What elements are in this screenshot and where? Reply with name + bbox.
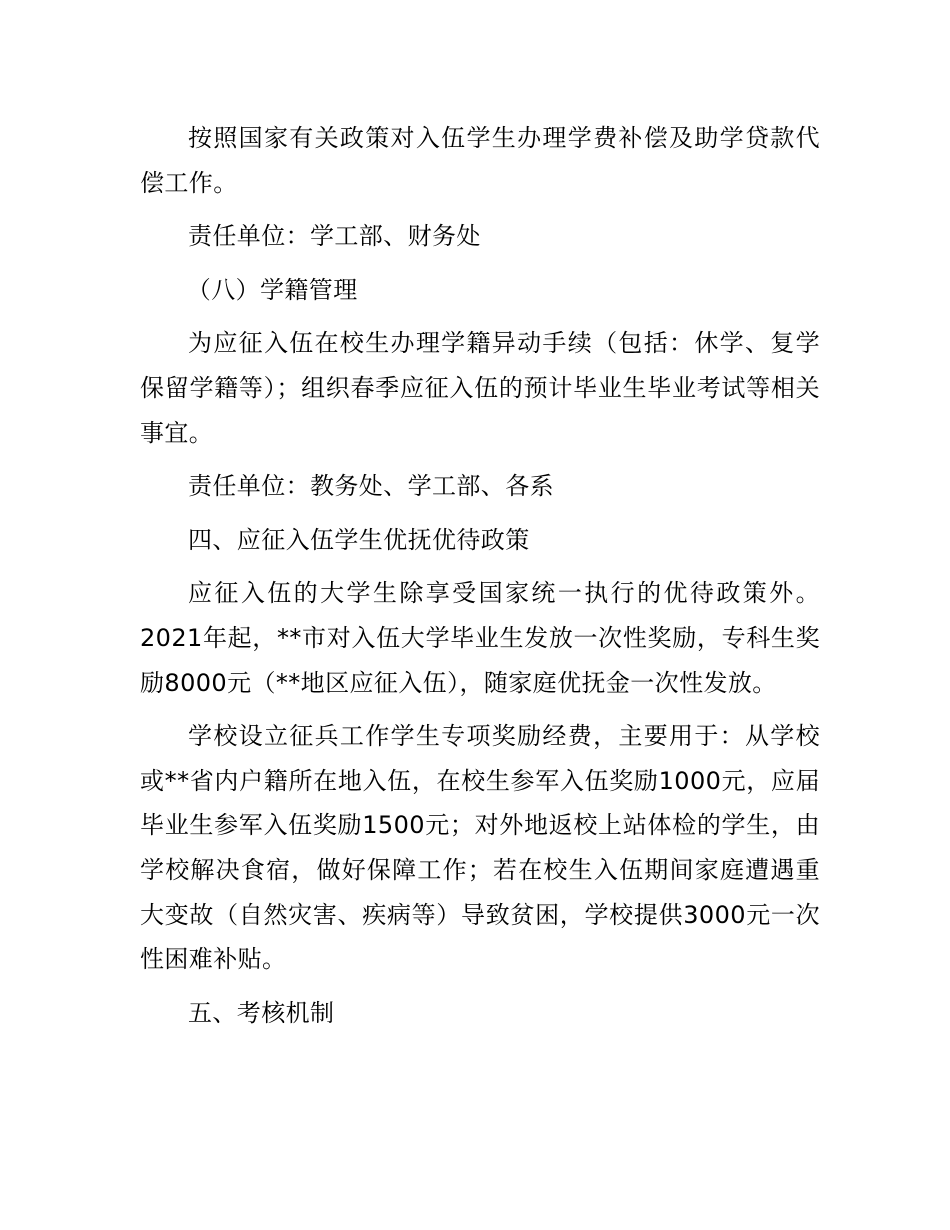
paragraph-student-status-procedures: 为应征入伍在校生办理学籍异动手续（包括：休学、复学保留学籍等）；组织春季应征入伍的预计毕业生毕业考试等相关事宜。: [140, 329, 820, 447]
paragraph-one-time-reward: 应征入伍的大学生除享受国家统一执行的优待政策外。2021年起，**市对入伍大学毕业生发放一次性奖励，专科生奖励8000元（**地区应征入伍），随家庭优抚金一次性发放。: [140, 579, 820, 697]
paragraph-school-special-fund: 学校设立征兵工作学生专项奖励经费，主要用于：从学校或**省内户籍所在地入伍，在校生参军入伍奖励1000元，应届毕业生参军入伍奖励1500元；对外地返校上站体检的学生，由学校解决食宿，做好保障工作；若在校生入伍期间家庭遭遇重大变故（自然灾害、疾病等）导致贫困，学校提供3000元一次性困难补贴。: [140, 722, 820, 974]
document-body: [140, 116, 820, 1044]
paragraph-responsible-unit-finance: 责任单位：学工部、财务处: [188, 222, 481, 251]
section-heading-student-status: （八）学籍管理: [186, 275, 358, 304]
paragraph-responsible-unit-academic: 责任单位：教务处、学工部、各系: [188, 472, 554, 501]
section-heading-preferential-policy: 四、应征入伍学生优抚优待政策: [188, 525, 530, 554]
section-heading-assessment-mechanism: 五、考核机制: [188, 998, 335, 1027]
paragraph-tuition-compensation: 按照国家有关政策对入伍学生办理学费补偿及助学贷款代偿工作。: [140, 124, 820, 197]
